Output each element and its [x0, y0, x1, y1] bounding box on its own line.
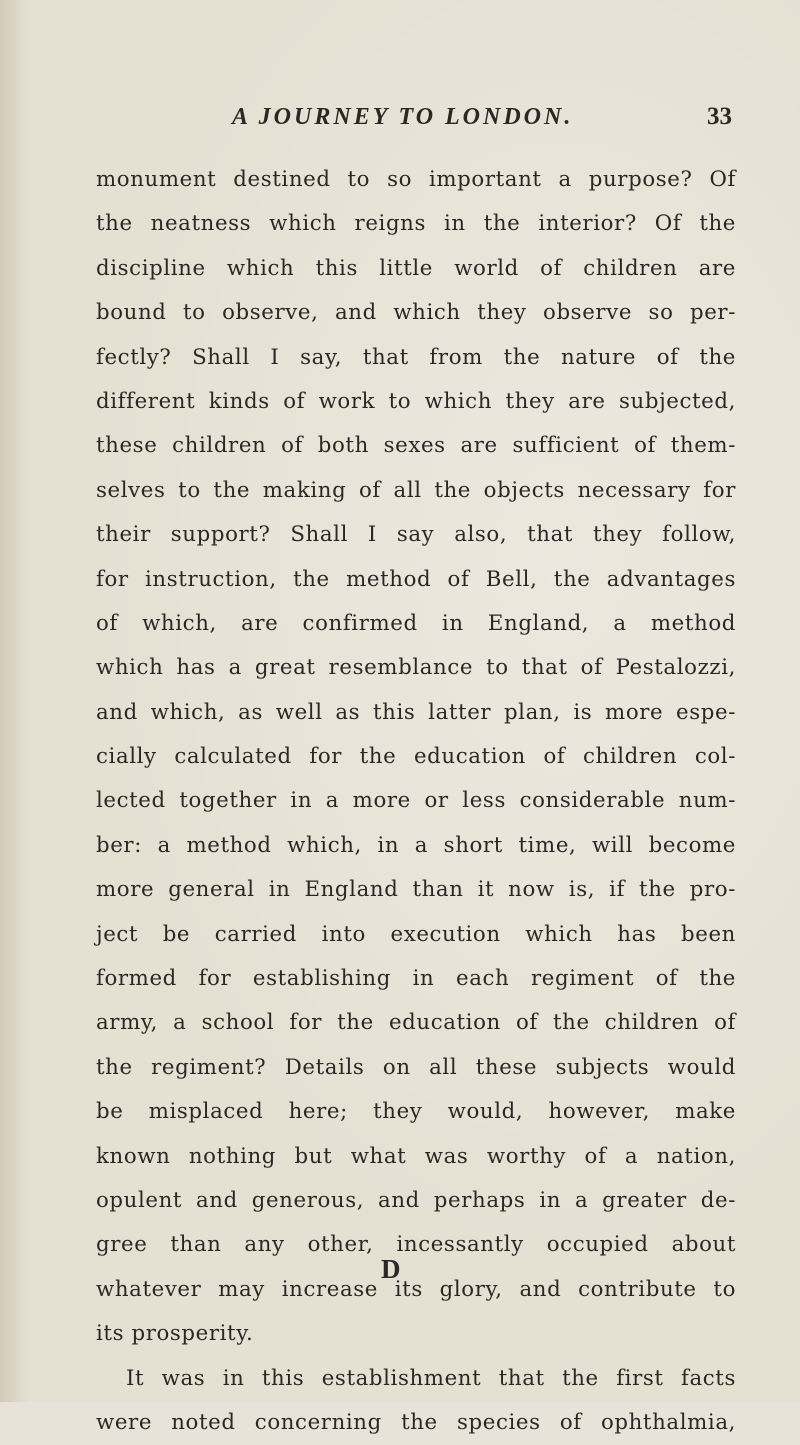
text-line: lected together in a more or less considerable num- — [96, 788, 736, 814]
text-line: of which, are confirmed in England, a method — [96, 610, 736, 636]
text-line: its prosperity. — [96, 1321, 254, 1347]
text-line: army, a school for the education of the children of — [96, 1010, 736, 1036]
text-line: gree than any other, incessantly occupied about — [96, 1232, 736, 1258]
text-line: opulent and generous, and perhaps in a greater de- — [96, 1187, 736, 1213]
text-line: more general in England than it now is, if the pro- — [96, 877, 736, 903]
text-line: known nothing but what was worthy of a nation, — [96, 1143, 736, 1169]
text-line: be misplaced here; they would, however, make — [96, 1099, 736, 1125]
text-line: cially calculated for the education of children col- — [96, 744, 736, 770]
text-line: selves to the making of all the objects necessary for — [96, 477, 736, 503]
text-line: monument destined to so important a purpose? Of — [96, 167, 736, 192]
signature-mark: D — [381, 1254, 401, 1284]
running-title: A JOURNEY TO LONDON. — [232, 104, 574, 130]
text-line: ject be carried into execution which has been — [96, 921, 736, 947]
text-line: It was in this establishment that the first facts — [126, 1365, 736, 1391]
text-line: and which, as well as this latter plan, is more espe- — [96, 699, 736, 725]
text-line: which has a great resemblance to that of Pestalozzi, — [96, 655, 736, 681]
text-line: fectly? Shall I say, that from the nature of the — [96, 344, 736, 370]
text-line: whatever may increase its glory, and contribute to — [96, 1276, 736, 1302]
body-text — [96, 158, 736, 1445]
text-line: the neatness which reigns in the interior? Of the — [96, 211, 736, 237]
text-line: ber: a method which, in a short time, will become — [96, 832, 736, 858]
text-line: bound to observe, and which they observe so per- — [96, 300, 736, 326]
text-line: formed for establishing in each regiment of the — [96, 966, 736, 992]
text-line: discipline which this little world of children are — [96, 255, 736, 281]
text-line: their support? Shall I say also, that they follow, — [96, 522, 736, 548]
text-line: for instruction, the method of Bell, the advantages — [96, 566, 736, 592]
text-line: were noted concerning the species of ophthalmia, — [96, 1409, 736, 1435]
text-line: these children of both sexes are sufficient of them- — [96, 433, 736, 459]
page-number: 33 — [707, 103, 732, 130]
text-line: different kinds of work to which they are subjected, — [96, 388, 736, 414]
text-line: the regiment? Details on all these subjects would — [96, 1054, 736, 1080]
